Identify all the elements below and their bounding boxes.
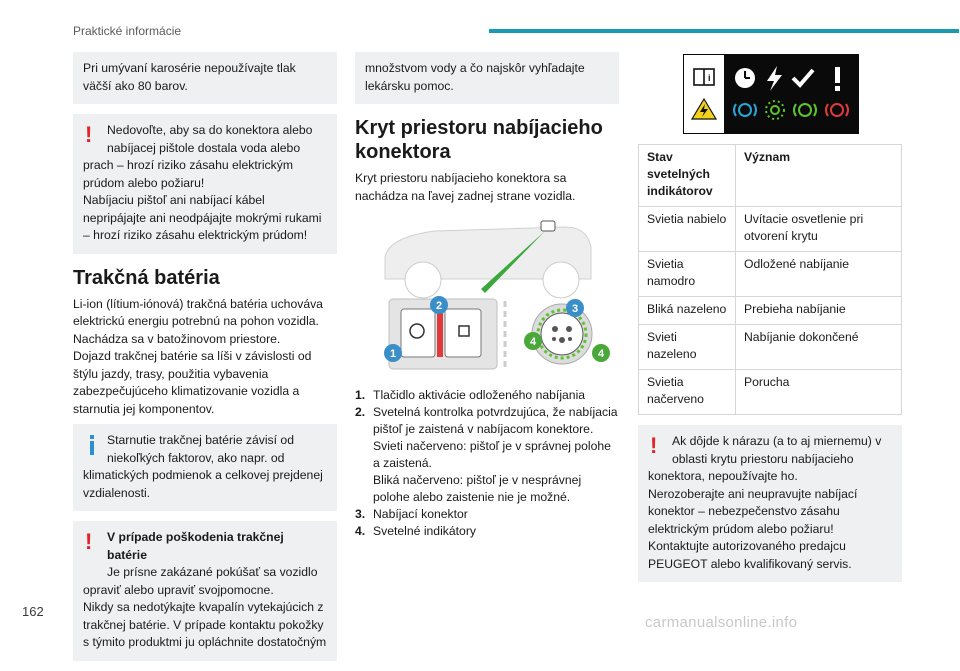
warning-water <box>73 114 337 254</box>
warning-damage-extra: Nikdy sa nedotýkajte kvapalín vytekajúcich z trakčnej batérie. V prípade kontaktu pokožky s týmito produktmi ju opláchnite dostatočným <box>83 600 327 649</box>
section-header: Praktické informácie <box>73 24 182 38</box>
warning-damage-rest: opraviť alebo upraviť svojpomocne. <box>83 582 274 597</box>
indicator-panel <box>683 54 859 134</box>
table-row: Svietia načerveno Porucha <box>639 370 902 415</box>
warning-damage-lead: Je prísne zakázané pokúšať sa vozidlo <box>107 565 318 579</box>
battery-p2: Nachádza sa v batožinovom priestore. <box>73 331 281 346</box>
warning-impact-lead: Ak dôjde k nárazu (a to aj miernemu) v oblasti krytu priestoru nabíjacieho <box>672 434 882 466</box>
column-middle <box>355 52 619 540</box>
table-header: Stav svetelných indikátorov <box>639 145 736 207</box>
warning-damage-title: V prípade poškodenia trakčnej batérie <box>107 530 284 562</box>
led-green-icon <box>794 104 816 116</box>
high-voltage-icon <box>692 99 716 119</box>
cover-title: Kryt priestoru nabíjacieho konektora <box>355 117 603 163</box>
lightning-icon <box>767 66 782 91</box>
info-icon <box>86 435 100 455</box>
warning-icon: ! <box>85 122 93 147</box>
table-row: Svietia namodro Odložené nabíjanie <box>639 252 902 297</box>
list-item: 4. Svetelné indikátory <box>355 524 476 538</box>
indicator-panel-symbols <box>683 54 725 134</box>
warning-icon: ! <box>650 433 658 458</box>
list-item: 3. Nabíjací konektor <box>355 507 468 521</box>
legend-list <box>355 387 619 540</box>
list-item: 2. Svetelná kontrolka potvrdzujúca, že nabíjacia pištoľ je zaistená v nabíjacom konektore. Svieti načerveno: pištoľ je v správnej polohe a zaistená. Bliká načerveno: pištoľ je v nesprávnej polohe alebo zaistenie nie je možné. <box>355 405 618 504</box>
continuation-text: množstvom vody a čo najskôr vyhľadajte lekársku pomoc. <box>365 61 585 93</box>
note-pressure <box>73 52 337 104</box>
exclamation-icon <box>835 67 840 91</box>
callout-2: 2 <box>435 300 443 312</box>
led-blue-icon <box>734 104 756 116</box>
info-aging-rest: klimatických podmienok a celkovej prejdenej vzdialenosti. <box>83 468 323 500</box>
warning-icon: ! <box>85 529 93 554</box>
warning-impact-rest: konektora, nepoužívajte ho. <box>648 469 798 483</box>
note-pressure-text: Pri umývaní karosérie nepoužívajte tlak väčší ako 80 barov. <box>83 61 296 93</box>
table-row: Svietia nabielo Uvítacie osvetlenie pri otvorení krytu <box>639 207 902 252</box>
list-item: 1. Tlačidlo aktivácie odloženého nabíjania <box>355 388 586 402</box>
cover-text: Kryt priestoru nabíjacieho konektora sa nachádza na ľavej zadnej strane vozidla. <box>355 171 576 203</box>
battery-p3: Dojazd trakčnej batérie sa líši v závislosti od štýlu jazdy, trasy, použitia vybavenia zabezpečujúceho klimatizovanie vozidla a starnutia jej komponentov. <box>73 349 312 416</box>
clock-icon <box>735 68 755 88</box>
led-red-icon <box>826 104 848 116</box>
charging-flap-illustration <box>365 217 615 377</box>
watermark: carmanualsonline.info <box>645 614 798 631</box>
warning-water-lead: Nedovoľte, aby sa do konektora alebo nabíjacej pištole dostala voda alebo <box>107 123 313 155</box>
battery-p1: Li-ion (lítium-iónová) trakčná batéria uchováva elektrickú energiu potrebnú na pohon vozidla. <box>73 296 323 328</box>
warning-impact <box>638 425 902 582</box>
warning-damage <box>73 521 337 661</box>
table-row: Svieti nazeleno Nabíjanie dokončené <box>639 325 902 370</box>
table-row: Bliká nazeleno Prebieha nabíjanie <box>639 297 902 325</box>
check-icon <box>793 70 813 85</box>
callout-3: 3 <box>571 303 579 315</box>
car-rear-diagram <box>365 217 615 377</box>
callout-1: 1 <box>389 348 397 360</box>
indicator-table <box>638 144 902 415</box>
callout-4-left: 4 <box>529 336 537 348</box>
warning-water-rest: prach – hrozí riziko zásahu elektrickým prúdom alebo požiaru! <box>83 158 293 190</box>
battery-title: Trakčná batéria <box>73 266 220 289</box>
callout-4-right: 4 <box>597 348 605 360</box>
battery-text <box>73 296 337 419</box>
info-aging <box>73 424 337 511</box>
svg-text:i: i <box>708 73 711 83</box>
info-aging-lead: Starnutie trakčnej batérie závisí od niekoľkých faktorov, ako napr. od <box>107 433 294 465</box>
header-rule <box>489 29 959 33</box>
table-header: Význam <box>736 145 902 207</box>
warning-impact-extra: Nerozoberajte ani neupravujte nabíjací konektor – nebezpečenstvo zásahu elektrickým prúdom alebo požiaru! Kontaktujte autorizovaného predajcu PEUGEOT alebo kvalifikovaný servis. <box>648 486 858 571</box>
column-right <box>638 52 902 592</box>
led-green-blink-icon <box>766 101 784 119</box>
book-icon <box>694 69 714 85</box>
column-left <box>73 52 337 671</box>
continuation-box <box>355 52 619 104</box>
warning-water-extra: Nabíjaciu pištoľ ani nabíjací kábel nepripájajte ani neodpájajte mokrými rukami – hrozí riziko zásahu elektrickým prúdom! <box>83 193 322 242</box>
table-header-row <box>639 145 902 207</box>
page-number: 162 <box>22 604 44 619</box>
